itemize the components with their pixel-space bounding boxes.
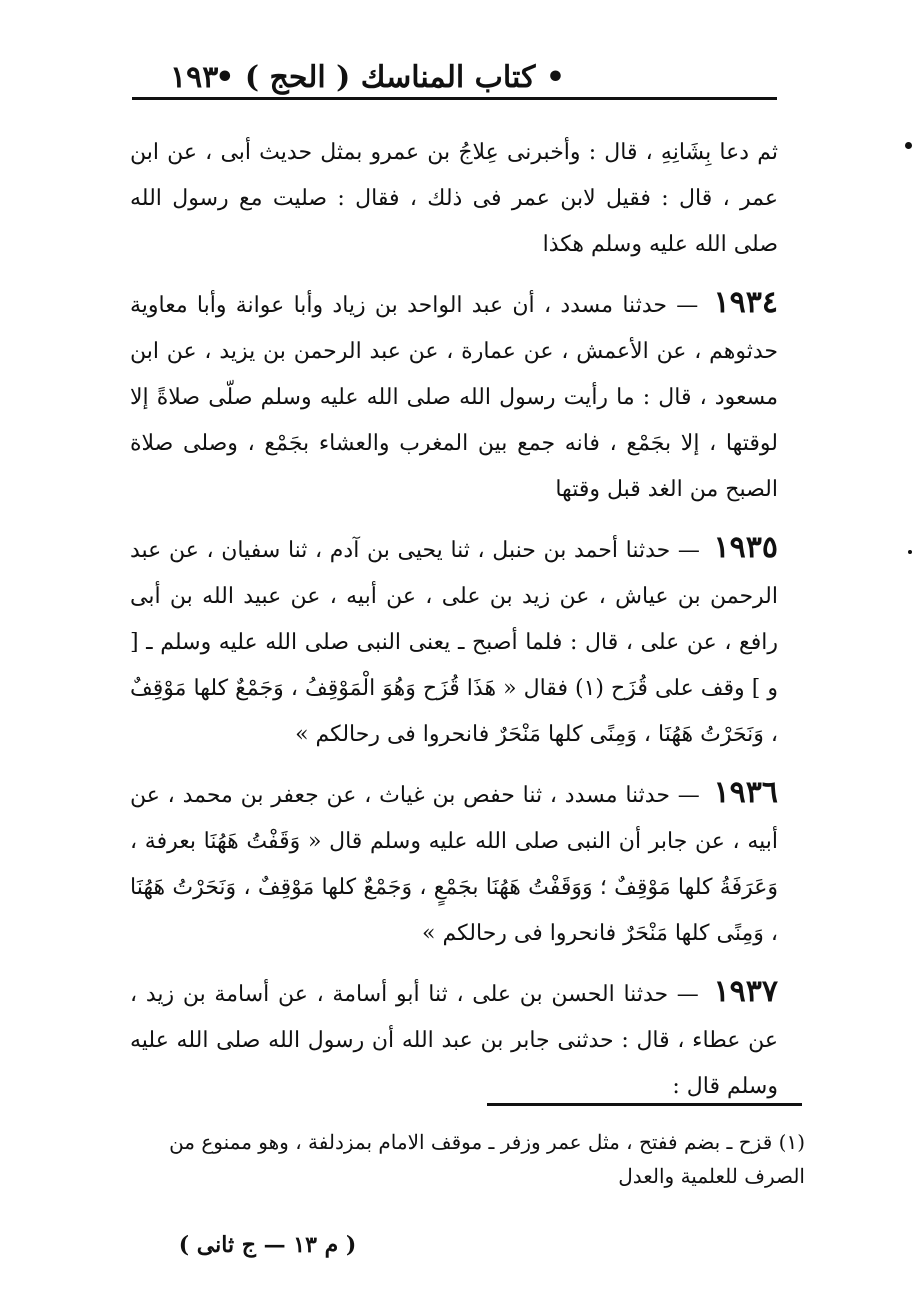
margin-mark: [908, 550, 912, 554]
page-number: ١٩٣: [170, 60, 219, 95]
hadith-number: ١٩٣٦: [713, 775, 778, 810]
hadith-number: ١٩٣٧: [713, 974, 778, 1009]
hadith-paragraph: [130, 969, 778, 1110]
footnote-rule: [487, 1103, 802, 1106]
footnote: (١) قزح ـ بضم ففتح ، مثل عمر وزفر ـ موقف الامام بمزدلفة ، وهو ممنوع من الصرف للعلمية والعدل: [169, 1130, 805, 1188]
paragraph-text: — حدثنا الحسن بن على ، ثنا أبو أسامة ، عن أسامة بن زيد ، عن عطاء ، قال : حدثنى جابر بن عبد الله أن رسول الله صلى الله عليه وسلم قال :: [130, 982, 778, 1099]
paragraph-text: — حدثنا مسدد ، أن عبد الواحد بن زياد وأبا عوانة وأبا معاوية حدثوهم ، عن الأعمش ، عن عمارة ، عن عبد الرحمن بن يزيد ، عن ابن مسعود ، قال : ما رأيت رسول الله صلى الله عليه وسلم صلّى صلاةً إلا لوقتها ، إلا بجَمْع ، فانه جمع بين المغرب والعشاء بجَمْع ، وصلى صلاة الصبح من الغد قبل وقتها: [130, 293, 778, 502]
hadith-paragraph: [130, 770, 778, 957]
hadith-number: ١٩٣٥: [713, 530, 778, 565]
running-title: • كتاب المناسك ( الحج ) •: [215, 60, 565, 95]
header-rule: [132, 97, 777, 100]
paragraph-text: ثم دعا بِشَانِهِ ، قال : وأخبرنى عِلاجُ بن عمرو بمثل حديث أبى ، عن ابن عمر ، قال : فقيل لابن عمر فى ذلك ، فقال : صليت مع رسول الله صلى الله عليه وسلم هكذا: [130, 140, 778, 257]
hadith-number: ١٩٣٤: [713, 285, 778, 320]
page-header: [130, 60, 775, 100]
main-text: [130, 130, 778, 1122]
hadith-paragraph: [130, 525, 778, 758]
signature-mark: ( م ١٣ — ج ثانى ): [178, 1232, 357, 1258]
paragraph-continuation: [130, 130, 778, 268]
paragraph-text: — حدثنا مسدد ، ثنا حفص بن غياث ، عن جعفر بن محمد ، عن أبيه ، عن جابر أن النبى صلى الله عليه وسلم قال « وَقَفْتُ هَهُنَا بعرفة ، وَعَرَفَةُ كلها مَوْقِفٌ ؛ وَوَقَفْتُ هَهُنَا بجَمْعٍ ، وَجَمْعٌ كلها مَوْقِفٌ ، وَنَحَرْتُ هَهُنَا ، وَمِنًى كلها مَنْحَرٌ فانحروا فى رحالكم »: [130, 783, 778, 946]
paragraph-text: — حدثنا أحمد بن حنبل ، ثنا يحيى بن آدم ، ثنا سفيان ، عن عبد الرحمن بن عياش ، عن زيد بن على ، عن أبيه ، عن عبيد الله بن أبى رافع ، عن على ، قال : فلما أصبح ـ يعنى النبى صلى الله عليه وسلم ـ [ و ] وقف على قُزَح (١) فقال « هَذَا قُزَح وَهُوَ الْمَوْقِفُ ، وَجَمْعٌ كلها مَوْقِفٌ ، وَنَحَرْتُ هَهُنَا ، وَمِنًى كلها مَنْحَرٌ فانحروا فى رحالكم »: [130, 538, 778, 747]
hadith-paragraph: [130, 280, 778, 513]
margin-mark: [905, 142, 912, 149]
